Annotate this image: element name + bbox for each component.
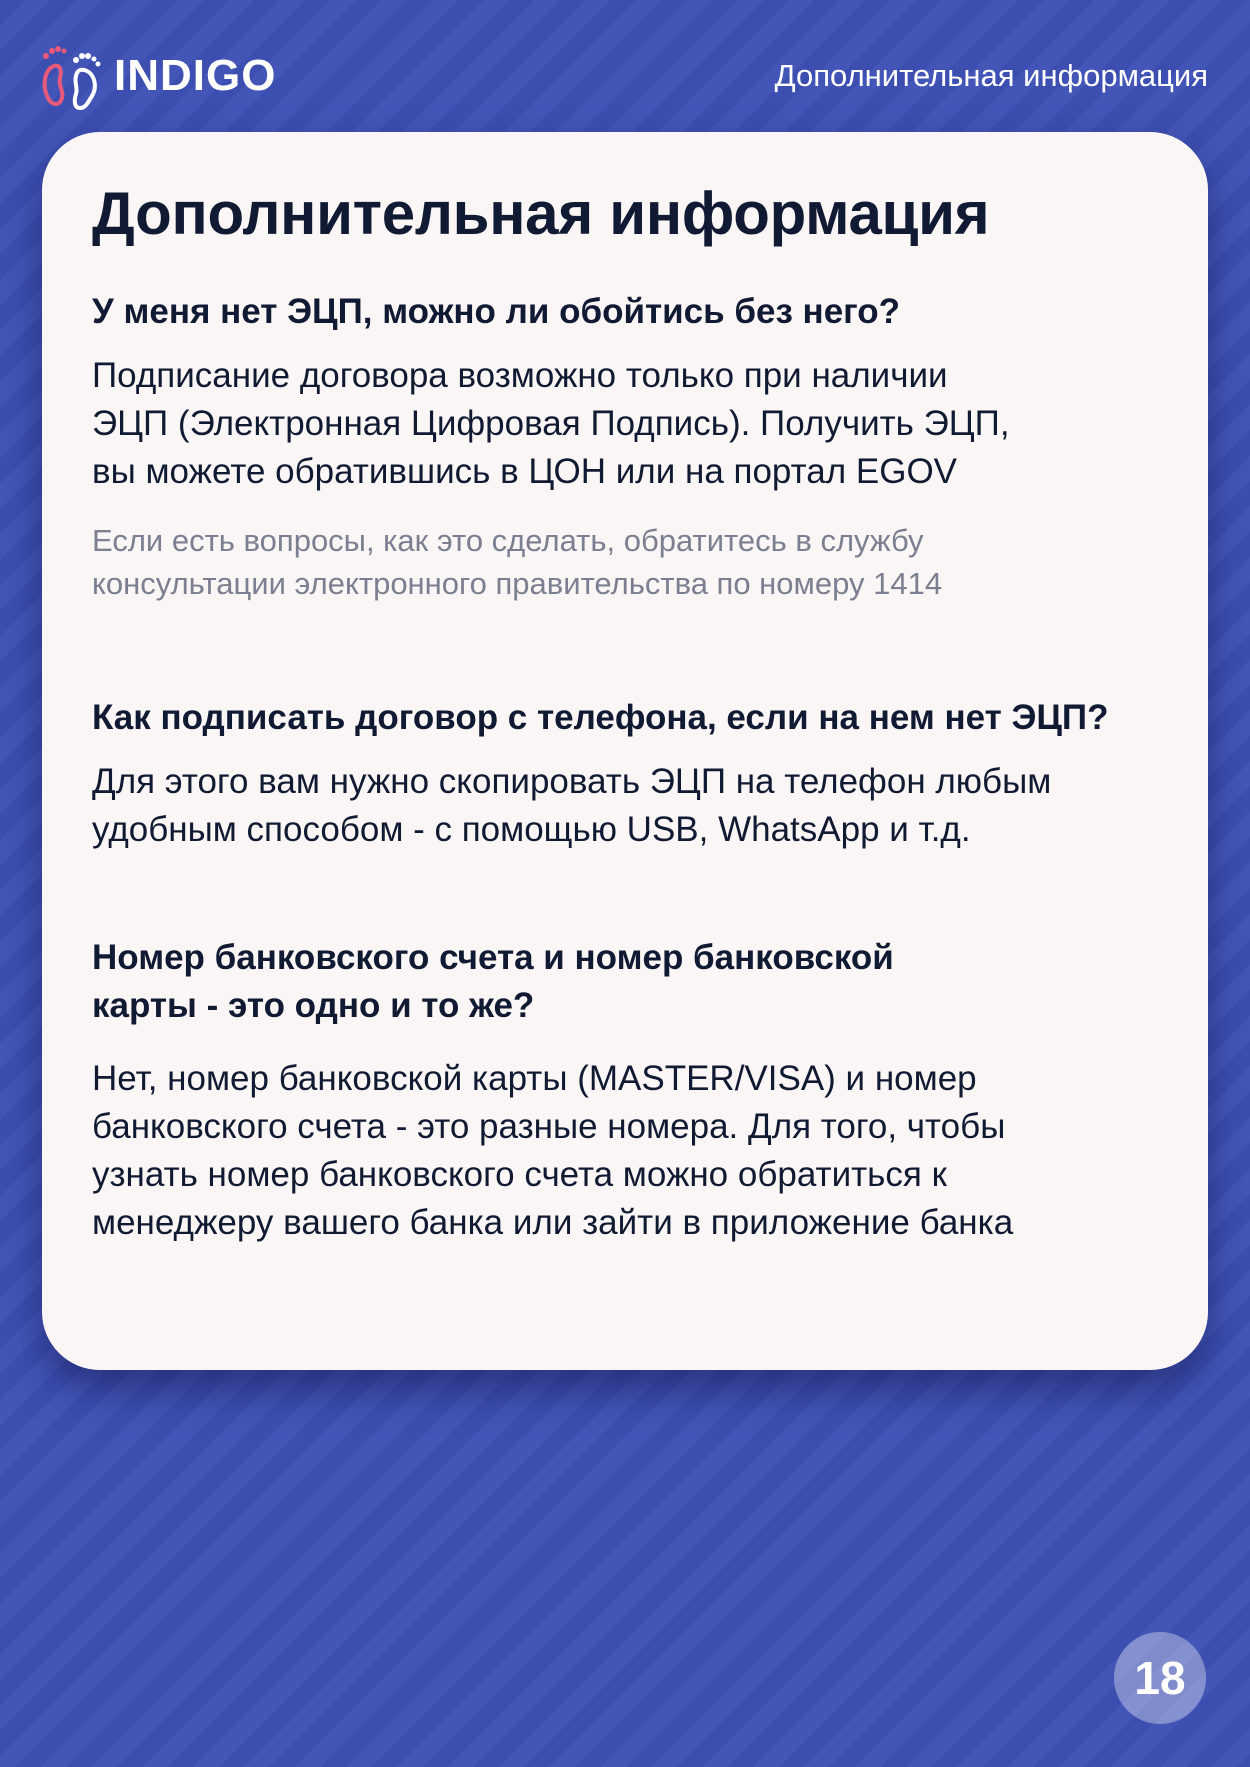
baby-footprints-icon [40, 40, 108, 112]
faq-item [92, 694, 1158, 854]
answer-line: Нет, номер банковской карты (MASTER/VISA) и номер [92, 1059, 977, 1098]
faq-question [92, 934, 1158, 1030]
question-line: Как подписать договор с телефона, если на нем нет ЭЦП? [92, 698, 1109, 737]
note-line: Если есть вопросы, как это сделать, обратитесь в службу [92, 523, 924, 558]
logo[interactable] [40, 40, 276, 112]
answer-line: Подписание договора возможно только при наличии [92, 356, 948, 395]
note-line: консультации электронного правительства по номеру 1414 [92, 566, 943, 601]
faq-question [92, 288, 1158, 336]
faq-question [92, 694, 1158, 742]
answer-line: банковского счета - это разные номера. Для того, чтобы [92, 1107, 1006, 1146]
answer-line: удобным способом - с помощью USB, WhatsApp и т.д. [92, 810, 971, 849]
page-number-badge: 18 [1114, 1632, 1206, 1724]
answer-line: ЭЦП (Электронная Цифровая Подпись). Получить ЭЦП, [92, 404, 1010, 443]
answer-line: узнать номер банковского счета можно обратиться к [92, 1155, 947, 1194]
faq-note [92, 519, 1158, 605]
question-line: Номер банковского счета и номер банковской [92, 938, 894, 977]
question-line: карты - это одно и то же? [92, 986, 535, 1025]
question-line: У меня нет ЭЦП, можно ли обойтись без него? [92, 292, 901, 331]
answer-line: менеджеру вашего банка или зайти в приложение банка [92, 1203, 1014, 1242]
info-card [42, 132, 1208, 1370]
faq-answer [92, 1055, 1158, 1247]
answer-line: Для этого вам нужно скопировать ЭЦП на телефон любым [92, 762, 1052, 801]
page-title: Дополнительная информация [92, 180, 990, 247]
header [0, 0, 1250, 130]
faq-item [92, 934, 1158, 1247]
faq-answer [92, 352, 1158, 496]
logo-text: INDIGO [114, 51, 277, 100]
faq-answer [92, 758, 1158, 854]
faq-item [92, 288, 1158, 605]
answer-line: вы можете обратившись в ЦОН или на портал EGOV [92, 452, 958, 491]
section-label: Дополнительная информация [774, 58, 1208, 93]
